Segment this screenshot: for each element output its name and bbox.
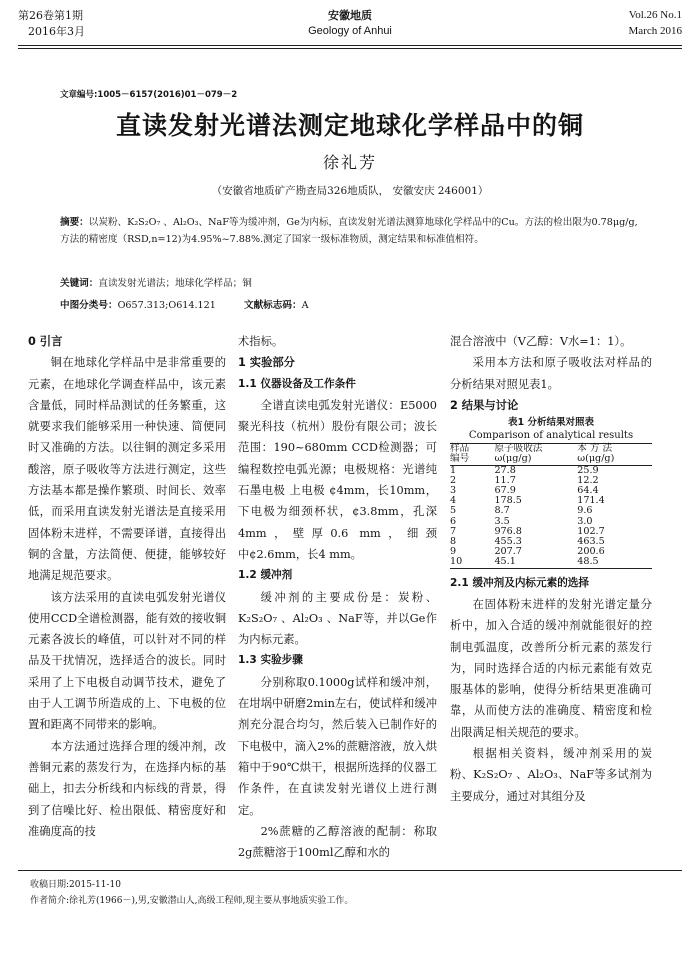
table-cell-method: 463.5 [577,536,605,548]
header-rule [18,45,682,46]
section-1-2-heading: 1.2 缓冲剂 [238,569,293,582]
header-rule-thin [18,48,682,49]
section-1-1-heading: 1.1 仪器设备及工作条件 [238,377,356,390]
table-cell-aas: 27.8 [494,464,516,476]
column-3 [450,331,652,807]
table-cell-method: 102.7 [577,525,605,537]
table-caption-cn: 表1 分析结果对照表 [508,417,594,429]
table-cell-sample: 3 [450,485,457,496]
table-cell-sample: 2 [450,474,457,486]
keywords-label: 关键词： [60,278,99,289]
column-1 [28,331,226,842]
footnote-received: 收稿日期:2015-11-10 [30,880,121,890]
table-cell-method: 48.5 [577,557,652,568]
page-title: 直读发射光谱法测定地球化学样品中的铜 [115,111,584,140]
header-date-cn: 2016年3月 [28,25,85,38]
classification [60,297,309,311]
table-cell-aas: 45.1 [494,557,577,568]
table-unit-id: 编号 [450,454,494,465]
table-cell-aas: 178.5 [494,495,522,507]
footnote-author-bio: 作者简介:徐礼芳(1966－),男,安徽潜山人,高级工程师,现主要从事地质实验工作。 [30,896,354,906]
section-1-heading: 1 实验部分 [238,356,295,370]
table-row [450,527,652,537]
table-unit-aas: ω(μg/g) [494,454,577,465]
table-unit-method: ω(μg/g) [577,454,652,465]
table-cell-method: 171.4 [577,495,605,507]
table-row [450,517,652,527]
buffer-composition-paragraph: 根据相关资料，缓冲剂采用的炭粉、K₂S₂O₇ 、Al₂O₃、NaF等多试剂为主要成分，通过对其组分及 [450,747,652,803]
buffer-paragraph: 缓冲剂的主要成份是：炭粉、K₂S₂O₇ 、Al₂O₃ 、NaF等，并以Ge作为内标元素。 [238,590,437,647]
header-issue-en: Vol.26 No.1 [628,9,682,21]
intro-paragraph-2: 该方法采用的直读电弧发射光谱仪使用CCD全谱检测器，能有效的接收铜元素各波长的峰值，可以针对不同的样品及干扰情况，选择适合的波长。同时采用了上下电极自动调节技术，避免了由于人工调节所造成的上、下电极的位置和距离不同带来的影响。 [28,590,226,732]
table-cell-method: 9.6 [577,505,593,517]
section-2-1-heading: 2.1 缓冲剂及内标元素的选择 [450,576,589,589]
table-row [450,506,652,516]
table-cell-method: 12.2 [577,474,599,486]
table-row [450,476,652,486]
header-issue-cn: 第26卷第1期 [18,9,83,22]
comparison-paragraph: 采用本方法和原子吸收法对样品的分析结果对照见表1。 [450,356,652,391]
table-cell-aas: 3.5 [494,515,510,527]
table-row [450,486,652,496]
header-journal-en: Geology of Anhui [308,25,392,37]
results-table [450,443,652,568]
doc-code-value: A [301,300,309,311]
intro-paragraph-3: 本方法通过选择合理的缓冲剂，改善铜元素的蒸发行为，在选择内标的基础上，扣去分析线和内标线的背景，得到了信噪比好、检出限低、精密度好和准确度高的技 [28,739,226,838]
clc-value: O657.313;O614.121 [117,300,216,311]
table-cell-aas: 11.7 [494,474,516,486]
table-cell-sample: 10 [450,557,494,568]
doc-code-label: 文献标志码： [244,300,302,311]
clc-label: 中图分类号： [60,300,118,311]
abstract-label: 摘要： [60,217,89,228]
table-cell-sample: 6 [450,515,457,527]
table-row [450,496,652,506]
affiliation: （安徽省地质矿产勘查局326地质队， 安徽安庆 246001） [211,185,489,197]
section-1-3-heading: 1.3 实验步骤 [238,654,303,667]
table-row [450,465,652,476]
table-cell-method: 200.6 [577,546,605,558]
table-cell-aas: 976.8 [494,525,522,537]
table-cell-aas: 67.9 [494,485,516,496]
footnote-rule [18,870,682,871]
author-name: 徐礼芳 [322,153,377,172]
article-number: 文章编号:1005－6157(2016)01－079－2 [60,90,238,100]
table-header-method: 本 方 法 [577,444,652,455]
table-cell-aas: 207.7 [494,546,522,558]
intro-paragraph-1: 铜在地球化学样品中是非常重要的元素，在地球化学调查样品中，该元素含量低，同时样品测试的任务繁重，这就要求我们能够采用一种快速、简便同时又准确的方法。以往铜的测定多采用酸溶，原子吸收等方法进行测定，这些方法基本都是操作繁琐、时间长、效率低，而采用直读发射光谱法是直接采用固体粉末进样，不需要译谱，直接得出铜的含量，方法简便、便捷，能够较好地满足规范要求。 [28,356,226,583]
table-cell-sample: 7 [450,525,457,537]
table-row [450,547,652,557]
section-intro-heading: 0 引言 [28,335,63,348]
instrument-paragraph: 全谱直读电弧发射光谱仪：E5000聚光科技（杭州）股份有限公司；波长范围：190~680mm CCD检测器；可编程数控电弧光源；电极规格：光谱纯石墨电极 上电极 ¢4mm，长10mm，下电极为细颈杯状，¢3.8mm，孔深4mm，壁厚0.6 mm，细颈中¢2.6mm，长4 mm。 [238,398,437,561]
table-cell-sample: 1 [450,464,457,476]
procedure-paragraph: 分别称取0.1000g试样和缓冲剂，在坩埚中研磨2min左右，使试样和缓冲剂充分混合均匀，然后装入已制作好的下电极中，滴入2%的蔗糖溶液，放入烘箱中于90℃烘干，根据所选择的仪器工作条件，在直读发射光谱仪上进行测定。 [238,675,437,817]
abstract-text: 以炭粉、K₂S₂O₇ 、Al₂O₃、NaF等为缓冲剂，Ge为内标，直读发射光谱法测算地球化学样品中的Cu。方法的检出限为0.78μg/g,方法的精密度（RSD,n=12)为4.95%~7.88%.测定了国家一级标准物质，测定结果和标准值相符。 [60,217,638,245]
table-cell-method: 25.9 [577,464,599,476]
table-caption-en: Comparison of analytical results [468,430,634,442]
keywords [60,275,252,289]
buffer-selection-paragraph: 在固体粉末进样的发射光谱定量分析中，加入合适的缓冲剂就能很好的控制电弧温度，改善所分析元素的蒸发行为，同时选择合适的内标元素能有效克服基体的影响，使得分析结果更准确可靠，从而使方法的准确度、精密度和检出限满足相关规范的要求。 [450,597,652,739]
table-cell-sample: 4 [450,495,457,507]
sucrose-paragraph: 2%蔗糖的乙醇溶液的配制：称取2g蔗糖溶于100ml乙醇和水的 [238,824,437,860]
col3-continuation: 混合溶液中（V乙醇：V水=1：1）。 [450,335,632,348]
section-2-heading: 2 结果与讨论 [450,398,519,412]
table-cell-aas: 455.3 [494,536,522,548]
table-cell-sample: 5 [450,505,457,517]
abstract [60,214,642,248]
table-header-sample: 样品 [450,444,494,455]
table-row [450,557,652,568]
column-2 [238,331,437,863]
table-cell-method: 3.0 [577,515,593,527]
table-cell-sample: 8 [450,536,457,548]
header-journal-cn: 安徽地质 [328,9,372,22]
table-cell-sample: 9 [450,546,457,558]
header-date-en: March 2016 [628,25,682,37]
table-cell-aas: 8.7 [494,505,510,517]
table-header-aas: 原子吸收法 [494,444,577,455]
table-row [450,537,652,547]
keywords-text: 直读发射光谱法；地球化学样品；铜 [98,278,252,289]
table-cell-method: 64.4 [577,485,599,496]
col2-continuation: 术指标。 [238,335,284,348]
